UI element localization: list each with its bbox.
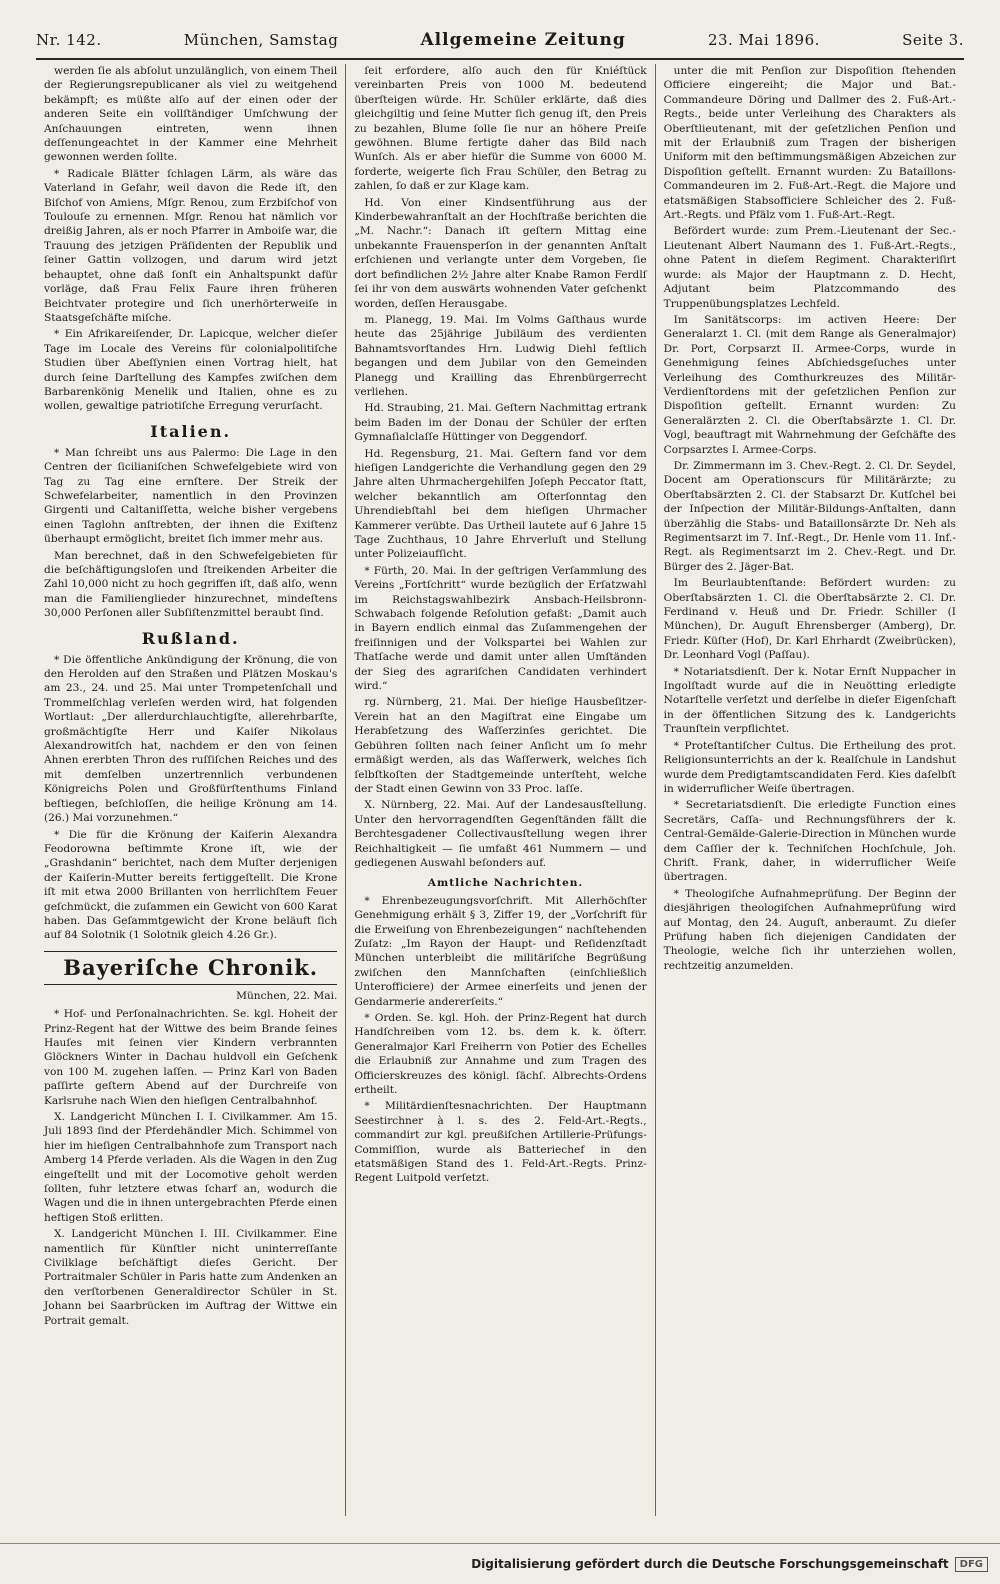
article-paragraph: rg. Nürnberg, 21. Mai. Der hieſige Hausbeſitzer-Verein hat an den Magiſtrat eine Eingabe um Herabſetzung des Waſſerzinſes gerichtet. Die Gebühren ſollten nach ſeiner Anſicht um ſo mehr ermäßigt werden, als das Waſſerwerk, welches ſich ſelbſtkoſten der Stadtgemeinde unterſteht, welche der Stadt einen Gewinn von 33 Proc. laſſe.: [354, 696, 647, 795]
article-paragraph: * Man ſchreibt uns aus Palermo: Die Lage in den Centren der ſicilianiſchen Schwefelgebiete wird von Tag zu Tag eine ernſtere. Der Streik der Schwefelarbeiter, namentlich in den Provinzen Girgenti und Caltaniſſetta, welche bisher vergebens einen Taglohn anſtrebten, der ihnen die Exiſtenz überhaupt ermöglicht, breitet ſich immer mehr aus.: [44, 446, 338, 546]
article-paragraph: * Secretariatsdienſt. Die erledigte Function eines Secretärs, Caſſa- und Rechnungsführers der k. Central-Gemälde-Galerie-Direction in München wurde dem Caſſier der k. Techniſchen Hochſchule, Joh. Chriſt. Frank, daher, in widerruflicher Weiſe übertragen.: [663, 799, 956, 884]
article-paragraph: Hd. Regensburg, 21. Mai. Geſtern fand vor dem hieſigen Landgerichte die Verhandlung gegen den 29 Jahre alten Uhrmachergehilfen Joſeph Peccator ſtatt, welcher bekanntlich am Oſterſonntag den Uhrendiebſtahl bei dem hieſigen Uhrmacher Kammerer verübte. Das Urtheil lautete auf 6 Jahre 15 Tage Zuchthaus, 10 Jahre Ehrverluſt und Stellung unter Polizeiaufſicht.: [354, 447, 647, 561]
article-paragraph: Im Sanitätscorps: im activen Heere: Der Generalarzt 1. Cl. (mit dem Range als Generalmajor) Dr. Port, Corpsarzt II. Armee-Corps, wurde in Genehmigung ſeines Abſchiedsgeſuches unter Verleihung des Comthurkreuzes des Militär-Verdienſtordens mit der geſetzlichen Penſion zur Dispoſition geſtellt. Ernannt wurden: Zu Generalärzten 2. Cl. die Oberſtabsärzte 1. Cl. Dr. Vogl, beauftragt mit Wahrnehmung der Geſchäfte des Corpsarztes I. Armee-Corps.: [663, 313, 956, 456]
article-paragraph: * Radicale Blätter ſchlagen Lärm, als wäre das Vaterland in Gefahr, weil davon die Rede iſt, den Biſchof von Amiens, Mſgr. Renou, zum Erzbiſchof von Toulouſe zu ernennen. Mſgr. Renou hat nämlich vor dreißig Jahren, als er noch Pfarrer in Amboiſe war, die Trauung des jetzigen Präſidenten der Republik und ſeiner Gattin vollzogen, und darum wird jetzt behauptet, ohne daß ſonſt ein Anhaltspunkt dafür vorläge, daß Frau Felix Faure ihren früheren Beichtvater protegire und ſich unerhörterweiſe in Staatsgeſchäfte miſche.: [44, 167, 338, 324]
article-paragraph: * Ehrenbezeugungsvorſchrift. Mit Allerhöchſter Genehmigung erhält § 3, Ziffer 19, der „Vorſchrift für die Erweiſung von Ehrenbezeigungen“ nachſtehenden Zuſatz: „Im Rayon der Haupt- und Reſidenzſtadt München unterbleibt die militäriſche Begrüßung zwiſchen den Mannſchaften (einſchließlich Unterofficiere) der Armee einerſeits und jenen der Gendarmerie andererſeits.“: [354, 894, 647, 1008]
column-3: [655, 64, 964, 1516]
article-paragraph: * Fürth, 20. Mai. In der geſtrigen Verſammlung des Vereins „Fortſchritt“ wurde bezüglich der Erſatzwahl im Reichstagswahlbezirk Ansbach-Heilsbronn-Schwabach folgende Reſolution gefaßt: „Damit auch in Bayern endlich einmal das Zuſammengehen der freiſinnigen und der Volkspartei bei Wahlen zur Thatſache werde und damit unter allen Umſtänden der Sieg des agrariſchen Candidaten verhindert wird.“: [354, 564, 647, 693]
article-paragraph: * Hof- und Perſonalnachrichten. Se. kgl. Hoheit der Prinz-Regent hat der Wittwe des beim Brande ſeines Hauſes mit ſeinen vier Kindern verbrannten Glöckners Winter in Dachau huldvoll ein Geſchenk von 100 M. zugehen laſſen. — Prinz Karl von Baden paſſirte geſtern Abend auf der Durchreiſe von Karlsruhe nach Wien den hieſigen Centralbahnhof.: [44, 1008, 338, 1107]
article-paragraph: Befördert wurde: zum Prem.-Lieutenant der Sec.-Lieutenant Albert Naumann des 1. Fuß-Art.-Regts., ohne Patent in dieſem Regiment. Charakteriſirt wurde: als Major der Hauptmann z. D. Hecht, Adjutant beim Platzcommando des Truppenübungsplatzes Lechfeld.: [663, 225, 956, 310]
place-and-day: München, Samstag: [183, 31, 339, 49]
article-paragraph: * Proteſtantiſcher Cultus. Die Ertheilung des prot. Religionsunterrichts an der k. Realſchule in Landshut wurde dem Predigtamtscandidaten Ferd. Kies daſelbſt in widerruflicher Weiſe übertragen.: [663, 739, 956, 795]
article-paragraph: Dr. Zimmermann im 3. Chev.-Regt. 2. Cl. Dr. Seydel, Docent am Operationscurs für Militärärzte; zu Oberſtabsärzten 2. Cl. der Stabsarzt Dr. Kutſchel bei der Inſpection der Militär-Bildungs-Anſtalten, dann überzählig die Stabs- und Bataillonsärzte Dr. Neh als Regimentsarzt im 7. Inf.-Regt., Dr. Henle vom 11. Inf.-Regt. als Regimentsarzt im 2. Chev.-Regt. und Dr. Bürger des 2. Jäger-Bat.: [663, 459, 956, 573]
article-paragraph: * Theologiſche Aufnahmeprüfung. Der Beginn der diesjährigen theologiſchen Aufnahmeprüfung wird auf Montag, den 24. Auguſt, anberaumt. Zu dieſer Prüfung haben ſich diejenigen Candidaten der Theologie, welche ſich ihr unterziehen wollen, rechtzeitig anzumelden.: [663, 887, 956, 972]
section-heading-official-news: Amtliche Nachrichten.: [427, 877, 584, 890]
newspaper-title: Allgemeine Zeitung: [420, 30, 626, 50]
article-paragraph: X. Nürnberg, 22. Mai. Auf der Landesausſtellung. Unter den hervorragendſten Gegenſtänden fällt die Berchtesgadener Collectivausſtellung wegen ihrer Reichhaltigkeit — ſie umfaßt 461 Nummern — und gediegenen Auswahl beſonders auf.: [354, 799, 647, 869]
issue-number: Nr. 142.: [36, 31, 102, 49]
article-paragraph: * Die öffentliche Ankündigung der Krönung, die von den Herolden auf den Straßen und Plätzen Moskau's am 23., 24. und 25. Mai unter Trompetenſchall und Trommelſchlag verleſen werden wird, hat folgenden Wortlaut: „Der allerdurchlauchtigſte, allerehrbarſte, großmächtigſte Herr und Kaiſer Nikolaus Alexandrowitſch hat, nachdem er den von ſeinen Ahnen ererbten Thron des ruſſiſchen Reiches und des mit demſelben unzertrennlich verbundenen Königreichs Polen und Großfürſtenthums Finland beſtiegen, beſchloſſen, die heilige Krönung am 14. (26.) Mai vorzunehmen.“: [44, 653, 338, 825]
article-paragraph: X. Landgericht München I. III. Civilkammer. Eine namentlich für Künſtler nicht uninterreſſante Civilklage beſchäftigt dieſes Gericht. Der Portraitmaler Schüler in Paris hatte zum Andenken an den verſtorbenen Generaldirector Schüler in St. Johann bei Saarbrücken im Auftrag der Wittwe ein Portrait gemalt.: [44, 1228, 338, 1327]
column-2: [345, 64, 654, 1516]
article-paragraph: m. Planegg, 19. Mai. Im Volms Gaſthaus wurde heute das 25jährige Jubiläum des verdienten Bahnamtsvorſtandes Hrn. Ludwig Diehl feſtlich begangen und dem Jubilar von den Gemeinden Planegg und Krailling das Ehrenbürgerrecht verliehen.: [354, 313, 647, 398]
article-paragraph: unter die mit Penſion zur Dispoſition ſtehenden Officiere eingereiht; die Major und Bat.-Commandeure Döring und Dallmer des 2. Fuß-Art.-Regts., beide unter Verleihung des Charakters als Oberſtlieutenant, mit der geſetzlichen Penſion und mit der Erlaubniß zum Tragen der bisherigen Uniform mit den beſtimmungsmäßigen Abzeichen zur Dispoſition geſtellt. Ernannt wurden: Zu Bataillons-Commandeuren im 2. Fuß-Art.-Regt. die Majore und etatsmäßigen Stabsofficiere Schleicher des 2. Fuß-Art.-Regts. und Pfälz vom 1. Fuß-Art.-Regt.: [663, 65, 956, 222]
funding-credit: Digitalisierung gefördert durch die Deutsche Forschungsgemeinschaft: [471, 1557, 949, 1571]
masthead-rule: [36, 58, 964, 60]
digitization-footer: [0, 1543, 1000, 1584]
section-heading-bavaria: Bayeriſche Chronik.: [44, 951, 337, 985]
article-paragraph: * Orden. Se. kgl. Hoh. der Prinz-Regent hat durch Handſchreiben vom 12. bs. dem k. k. öſterr. Generalmajor Karl Freiherrn von Potier des Echelles die Erlaubniß zur Annahme und zum Tragen des Officierskreuzes des königl. ſächſ. Albrechts-Ordens ertheilt.: [354, 1012, 647, 1097]
article-paragraph: * Notariatsdienſt. Der k. Notar Ernſt Nuppacher in Ingolſtadt wurde auf die in Neuötting erledigte Notarſtelle verſetzt und derſelbe in dieſer Eigenſchaft in der öffentlichen Sitzung des k. Landgerichts Traunſtein verpflichtet.: [663, 665, 956, 736]
page-number: Seite 3.: [902, 31, 964, 49]
article-paragraph: * Die für die Krönung der Kaiſerin Alexandra Feodorowna beſtimmte Krone iſt, wie der „Grashdanin“ berichtet, nach dem Muſter derjenigen der Kaiſerin-Mutter bereits fertiggeſtellt. Die Krone iſt mit etwa 2000 Brillanten von herrlichſtem Feuer geſchmückt, die zuſammen ein Gewicht von 600 Karat haben. Das Geſammtgewicht der Krone beläuft ſich auf 84 Solotnik (1 Solotnik gleich 4.26 Gr.).: [44, 828, 338, 942]
article-paragraph: Im Beurlaubtenſtande: Befördert wurden: zu Oberſtabsärzten 1. Cl. die Oberſtabsärzte 2. Cl. Dr. Ferdinand v. Heuß und Dr. Friedr. Schiller (I München), Dr. Auguſt Ehrensberger (Amberg), Dr. Friedr. Küſter (Hof), Dr. Karl Ehrhardt (Zweibrücken), Dr. Leonhard Vogl (Paſſau).: [663, 577, 956, 662]
section-heading-russia: Rußland.: [141, 628, 240, 648]
article-paragraph: Man berechnet, daß in den Schwefelgebieten für die beſchäftigungsloſen und ſtreikenden Arbeiter die Zahl 10,000 nicht zu hoch gegriffen iſt, daß alſo, wenn man die Familienglieder hinzurechnet, mindeſtens 30,000 Perſonen aller Subſiſtenzmittel beraubt ſind.: [44, 549, 338, 620]
article-paragraph: * Ein Afrikareiſender, Dr. Lapicque, welcher dieſer Tage im Locale des Vereins für colonialpolitiſche Studien über Abeſſynien einen Vortrag hielt, hat durch ſeine Darſtellung des Kampfes zwiſchen dem Barbarenkönig Menelik und Italien, ohne es zu wollen, gewaltige patriotiſche Erregung verurſacht.: [44, 328, 338, 413]
article-paragraph: * Militärdienſtesnachrichten. Der Hauptmann Seestirchner à l. s. des 2. Feld-Art.-Regts., commandirt zur kgl. preußiſchen Artillerie-Prüfungs-Commiſſion, wurde als Batteriechef in den etatsmäßigen Stand des 1. Feld-Art.-Regts. Prinz-Regent Luitpold verſetzt.: [354, 1100, 647, 1185]
article-paragraph: Hd. Von einer Kindsentführung aus der Kinderbewahranſtalt an der Hochſtraße berichten die „M. Nachr.“: Danach iſt geſtern Mittag eine unbekannte Frauensperſon in der genannten Anſtalt erſchienen und verlangte unter dem Vorgeben, ſie dort befindlichen 2½ Jahre alter Knabe Ramon Ferdlſ ſei ihr von dem auswärts wohnenden Vater geſchenkt worden, deſſen Herausgabe.: [354, 196, 647, 310]
issue-date: 23. Mai 1896.: [707, 31, 820, 49]
article-paragraph: Hd. Straubing, 21. Mai. Geſtern Nachmittag ertrank beim Baden im der Donau der Schüler der erſten Gymnaſialclaſſe Hüttinger von Deggendorf.: [354, 402, 647, 444]
dfg-logo-icon: DFG: [955, 1557, 988, 1572]
column-1: [36, 64, 345, 1516]
article-paragraph: X. Landgericht München I. I. Civilkammer. Am 15. Juli 1893 ſind der Pferdehändler Mich. Schimmel von hier im hieſigen Centralbahnhofe zum Transport nach Amberg 14 Pferde verladen. Als die Wagen in den Zug eingeſtellt und mit der Locomotive geholt werden ſollten, fuhr letztere etwas ſcharf an, wodurch die Wagen und die in ihnen untergebrachten Pferde einen heftigen Stoß erlitten.: [44, 1111, 338, 1224]
dateline: München, 22. Mai.: [236, 989, 338, 1002]
article-paragraph: werden ſie als abſolut unzulänglich, von einem Theil der Regierungsrepublicaner als viel zu weitgehend bekämpft; es müßte alſo auf der einen oder der anderen Seite ein vollſtändiger Umſchwung der Anſchauungen eintreten, wenn ihnen deſſenungeachtet in der Kammer eine Mehrheit gewonnen werden ſollte.: [44, 65, 338, 164]
masthead: [36, 30, 964, 56]
section-heading-italy: Italien.: [150, 421, 232, 441]
article-columns: [36, 64, 964, 1516]
article-paragraph: ſeit erfordere, alſo auch den für Kniéſtück vereinbarten Preis von 1000 M. bedeutend überſteigen würde. Hr. Schüler erklärte, daß dies gleichgiltig und ſeine Mutter ſich genug iſt, den Preis zu bezahlen, Blume ſolle ſie nur an höhere Preiſe gewöhnen. Blume fertigte daher das Bild nach Wunſch. Als er aber hiefür die Summe von 6000 M. forderte, weigerte ſich Frau Schüler, den Betrag zu zahlen, ſo daß er zur Klage kam.: [354, 65, 647, 193]
